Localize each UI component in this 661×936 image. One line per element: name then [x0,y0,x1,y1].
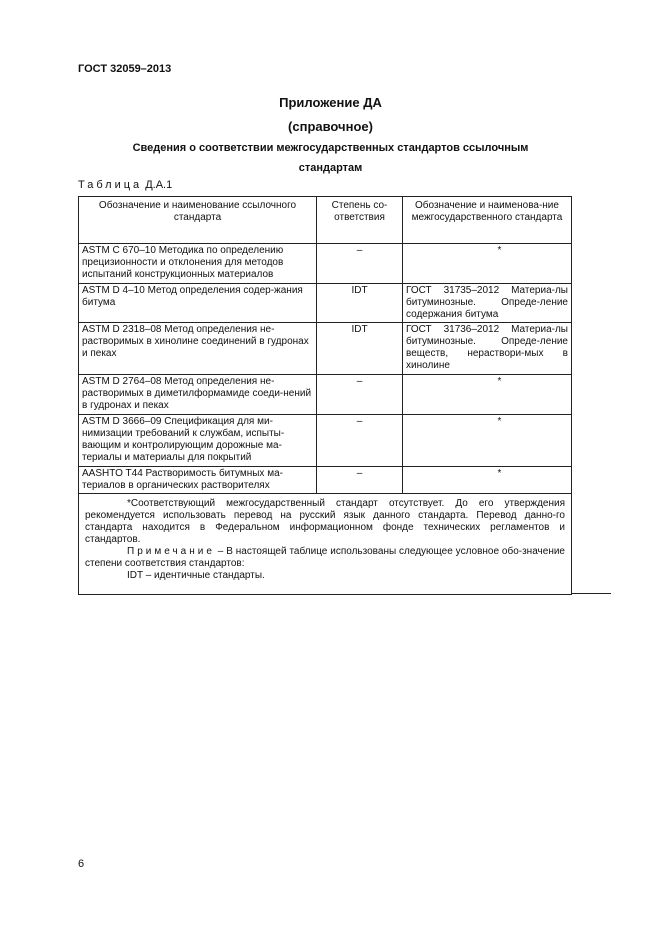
interstate-standard-cell: ГОСТ 31735–2012 Материа-лы битуминозные. Опреде-ление содержания битума [403,284,572,323]
reference-standard-cell: ASTM D 3666–09 Спецификация для ми-нимизации требований к службам, испыты-вающим и контролирующим дорожные ма-териалы и материалы для покрытий [79,415,317,467]
interstate-standard-cell: * [403,375,572,415]
reference-standard-cell: AASHTO T44 Растворимость битумных ма-териалов в органических растворителях [79,467,317,494]
degree-cell: – [317,467,403,494]
degree-cell: IDT [317,323,403,375]
table-label-word: Таблица [78,179,143,191]
note-label: Примечание [127,546,215,557]
table-row [79,244,572,284]
column-header-interstate: Обозначение и наименова-ние межгосударственного стандарта [403,197,572,244]
table-row [79,323,572,375]
reference-standard-cell: ASTM D 4–10 Метод определения содер-жания битума [79,284,317,323]
correspondence-table [78,196,572,595]
document-id: ГОСТ 32059–2013 [78,63,172,75]
column-header-reference: Обозначение и наименование ссылочного стандарта [79,197,317,244]
interstate-standard-cell: * [403,467,572,494]
degree-cell: IDT [317,284,403,323]
table-notes-cell [79,494,572,595]
page-number: 6 [78,858,85,870]
appendix-subtitle-line1: Сведения о соответствии межгосударственных стандартов ссылочным [132,142,529,154]
table-notes-row [79,494,572,595]
reference-standard-cell: ASTM D 2764–08 Метод определения не-растворимых в диметилформамиде соеди-нений в гудронах и пеках [79,375,317,415]
appendix-type: (справочное) [288,119,373,134]
table-header-row [79,197,572,244]
table-label [78,179,172,191]
reference-standard-cell: ASTM D 2318–08 Метод определения не-растворимых в хинолине соединений в гудронах и пеках [79,323,317,375]
column-header-degree: Степень со-ответствия [317,197,403,244]
interstate-standard-cell: * [403,244,572,284]
table-label-number: Д.А.1 [145,179,173,191]
table-row [79,284,572,323]
degree-cell: – [317,415,403,467]
degree-cell: – [317,244,403,284]
table-row [79,415,572,467]
appendix-title: Приложение ДА [279,95,382,110]
note-item: IDT – идентичные стандарты. [127,570,265,581]
table-row [79,467,572,494]
interstate-standard-cell: ГОСТ 31736–2012 Материа-лы битуминозные. Опреде-ление веществ, нераствори-мых в хинолине [403,323,572,375]
footnote-text: *Соответствующий межгосударственный стандарт отсутствует. До его утверждения рекомендуется использовать перевод на русский язык данного стандарта. Перевод данно-го стандарта находится в Федеральном информационном фонде технических регламентов и стандартов. [85,498,565,545]
table-row [79,375,572,415]
note-text: – В настоящей таблице использованы следующее условное обо-значение степени соответствия стандартов: [85,546,565,569]
table-bottom-line-extension [571,593,611,594]
interstate-standard-cell: * [403,415,572,467]
degree-cell: – [317,375,403,415]
appendix-subtitle-line2: стандартам [298,162,363,174]
reference-standard-cell: ASTM C 670–10 Методика по определению прецизионности и отклонения для методов испытаний конструкционных материалов [79,244,317,284]
note-paragraph [85,546,565,570]
